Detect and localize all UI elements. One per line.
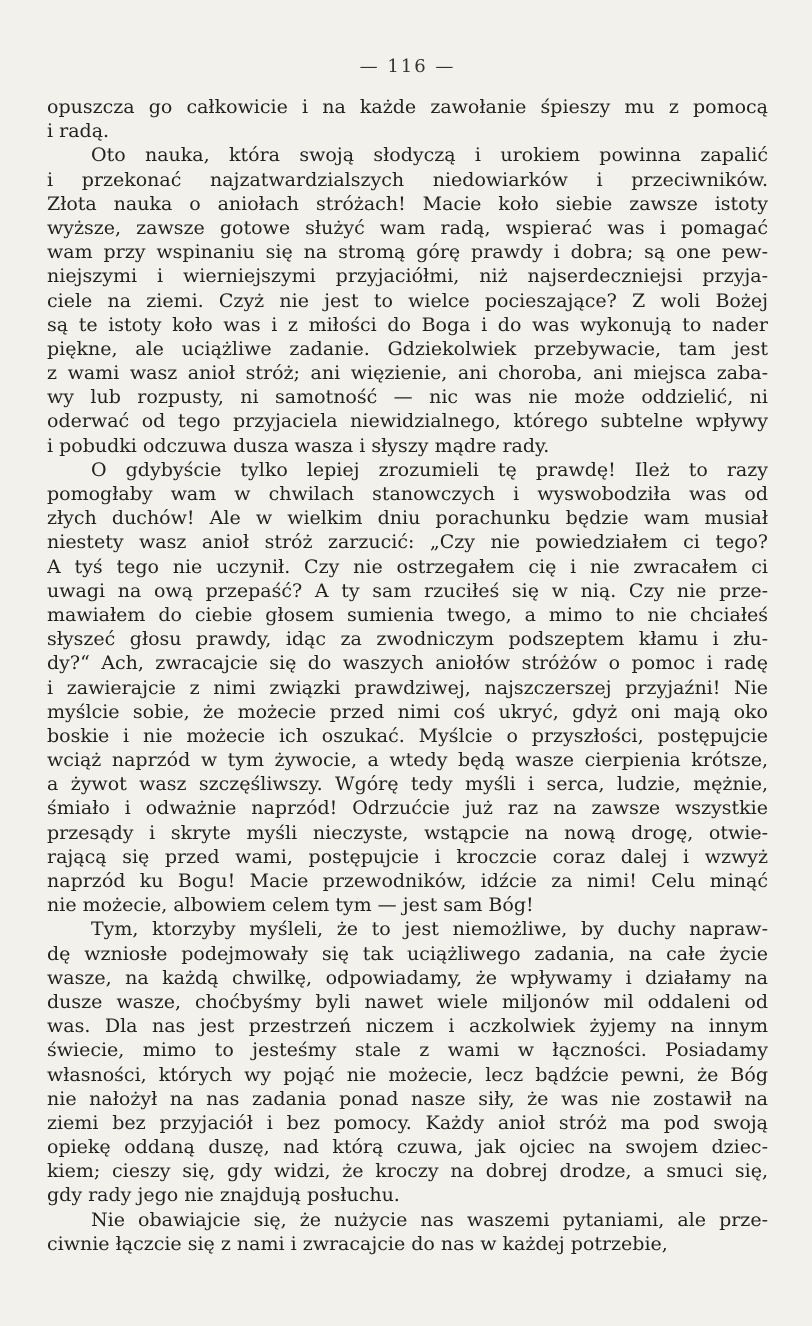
text-line: opiekę oddaną duszę, nad którą czuwa, jak ojciec na swojem dziec- [47,1136,768,1159]
text-line: ciele na ziemi. Czyż nie jest to wielce pocieszające? Z woli Bożej [47,289,768,312]
text-line: wciąż naprzód w tym żywocie, a wtedy będą wasze cierpienia krótsze, [47,749,768,772]
text-line: i radą. [47,120,110,143]
text-line: Złota nauka o aniołach stróżach! Macie koło siebie zawsze istoty [47,192,768,215]
text-line: własności, których wy pojąć nie możecie, lecz bądźcie pewni, że Bóg [47,1063,768,1086]
paragraph [47,143,768,457]
text-line: i pobudki odczuwa dusza wasza i słyszy mądre rady. [47,434,550,457]
text-line: naprzód ku Bogu! Macie przewodników, idźcie za nimi! Celu minąć [47,870,768,892]
text-line: złych duchów! Ale w wielkim dniu porachunku będzie wam musiał [47,507,768,530]
paragraph [47,917,768,1207]
text-line: ciwnie łączcie się z nami i zwracajcie do nas w każdej potrzebie, [47,1232,668,1255]
text-line: są te istoty koło was i z miłości do Boga i do was wykonują to nader [47,313,768,336]
text-line: dusze wasze, choćbyśmy byli nawet wiele miljonów mil oddaleni od [47,990,768,1013]
paragraph [47,1208,768,1256]
text-line: wy lub rozpusty, ni samotność — nic was nie może oddzielić, ni [47,386,768,409]
text-line: A tyś tego nie uczynił. Czy nie ostrzegałem cię i nie zwracałem ci [47,555,768,578]
text-line: O gdybyście tylko lepiej zrozumieli tę prawdę! Ileż to razy [91,458,768,481]
text-line: niejszymi i wierniejszymi przyjaciółmi, niż najserdeczniejsi przyja- [47,265,768,288]
text-line: dę wzniosłe podejmowały się tak uciążliwego zadania, na całe życie [47,942,768,965]
text-line: a żywot wasz szczęśliwszy. Wgórę tedy myśli i serca, ludzie, mężnie, [47,773,768,796]
text-line: myślcie sobie, że możecie przed nimi coś ukryć, gdyż oni mają oko [47,700,768,723]
text-line: nie możecie, albowiem celem tym — jest sam Bóg! [47,894,534,917]
text-line: nie nałożył na nas zadania ponad nasze siły, że was nie zostawił na [47,1087,768,1110]
text-line: słyszeć głosu prawdy, idąc za zwodniczym podszeptem kłamu i złu- [47,628,768,651]
text-line: wyższe, zawsze gotowe służyć wam radą, wspierać was i pomagać [47,216,768,239]
paragraph [47,95,768,143]
text-line: niestety wasz anioł stróż zarzucić: „Czy nie powiedziałem ci tego? [47,531,768,554]
text-line: wam przy wspinaniu się na stromą górę prawdy i dobra; są one pew- [47,241,768,264]
page-number: — 116 — [359,56,456,77]
text-line: śmiało i odważnie naprzód! Odrzućcie już raz na zawsze wszystkie [47,797,768,820]
text-line: dy?“ Ach, zwracajcie się do waszych aniołów stróżów o pomoc i radę [47,652,768,675]
text-line: oderwać od tego przyjaciela niewidzialnego, którego subtelne wpływy [47,410,768,433]
text-line: Nie obawiajcie się, że nużycie nas waszemi pytaniami, ale prze- [91,1208,768,1231]
text-line: boskie i nie możecie ich oszukać. Myślcie o przyszłości, postępujcie [47,724,768,747]
text-line: i zawierajcie z nimi związki prawdziwej, najszczerszej przyjaźni! Nie [47,676,768,699]
text-line: Tym, ktorzyby myśleli, że to jest niemożliwe, by duchy napraw- [91,918,768,941]
text-line: pomogłaby wam w chwilach stanowczych i wyswobodziła was od [47,483,768,505]
text-line: was. Dla nas jest przestrzeń niczem i aczkolwiek żyjemy na innym [47,1015,768,1038]
text-line: opuszcza go całkowicie i na każde zawołanie śpieszy mu z pomocą [47,96,768,118]
text-line: i przekonać najzatwardzialszych niedowiarków i przeciwników. [47,168,768,191]
text-line: rającą się przed wami, postępujcie i kroczcie coraz dalej i wzwyż [47,845,768,868]
text-line: przesądy i skryte myśli nieczyste, wstąpcie na nową drogę, otwie- [47,821,768,844]
text-line: mawiałem do ciebie głosem sumienia twego, a mimo to nie chciałeś [47,603,768,626]
paragraph [47,458,768,918]
body-text [47,95,768,1256]
text-line: z wami wasz anioł stróż; ani więzienie, ani choroba, ani miejsca zaba- [47,362,768,385]
text-line: piękne, ale uciążliwe zadanie. Gdziekolwiek przebywacie, tam jest [47,337,768,360]
text-line: wasze, na każdą chwilkę, odpowiadamy, że wpływamy i działamy na [47,966,768,989]
text-line: gdy rady jego nie znajdują posłuchu. [47,1184,400,1207]
text-line: kiem; cieszy się, gdy widzi, że kroczy na dobrej drodze, a smuci się, [47,1160,768,1183]
text-line: uwagi na ową przepaść? A ty sam rzuciłeś się w nią. Czy nie prze- [47,579,768,602]
text-line: świecie, mimo to jesteśmy stale z wami w łączności. Posiadamy [47,1039,768,1062]
text-line: ziemi bez przyjaciół i bez pomocy. Każdy anioł stróż ma pod swoją [47,1111,768,1134]
text-line: Oto nauka, która swoją słodyczą i urokiem powinna zapalić [91,144,768,167]
